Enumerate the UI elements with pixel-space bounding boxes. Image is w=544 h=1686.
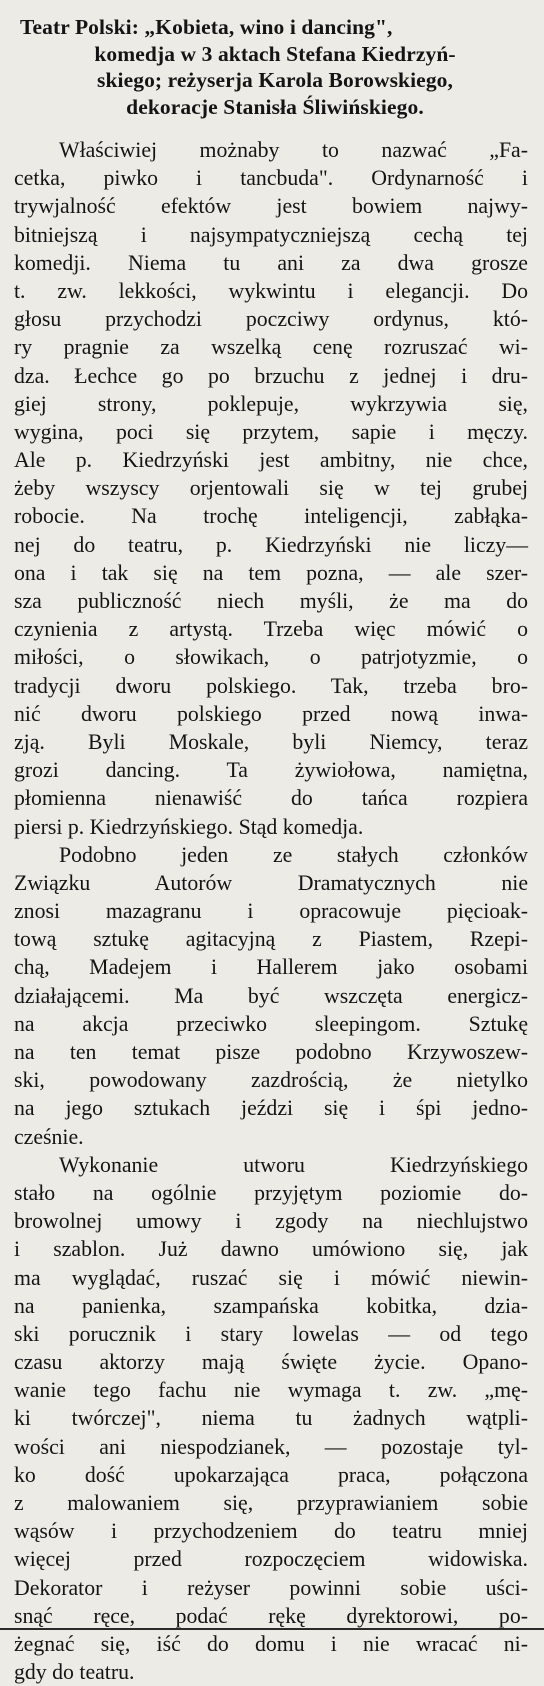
text-line: Właściwiej możnaby to nazwać „Fa- [59, 138, 528, 162]
text-line: bitniejszą i najsympatyczniejszą cechą tej [14, 222, 528, 247]
text-line: tową sztukę agitacyjną z Piastem, Rzepi- [14, 927, 528, 952]
text-line: ski porucznik i stary lowelas — od tego [14, 1321, 528, 1346]
text-line: żegnać się, iść do domu i nie wracać ni- [14, 1631, 528, 1656]
text-line: czynienia z artystą. Trzeba więc mówić o [14, 617, 528, 642]
text-line: z malowaniem się, przyprawianiem sobie [14, 1491, 528, 1515]
text-line: stało na ogólnie przyjętym poziomie do- [14, 1180, 528, 1205]
text-line: snąć ręce, podać rękę dyrektorowi, po- [14, 1603, 528, 1628]
header-line: skiego; reżyserja Karola Borowskiego, [96, 68, 453, 92]
header-line: dekoracje Stanisła Śliwińskiego. [126, 94, 424, 119]
text-line: sza publiczność niech myśli, że ma do [14, 589, 528, 613]
text-line: cetka, piwko i tancbuda". Ordynarność i [14, 166, 528, 191]
text-line: żeby wszyscy orjentowali się w tej grubej [14, 476, 528, 501]
text-line: ski, powodowany zazdrością, że nietylko [14, 1068, 528, 1093]
text-line: wości ani niespodzianek, — pozostaje tyl- [14, 1434, 528, 1459]
text-line: ry pragnie za wszelką cenę rozruszać wi- [14, 335, 528, 360]
text-line: Dekorator i reżyser powinni sobie uści- [14, 1575, 528, 1600]
text-line: browolnej umowy i zgody na niechlujstwo [14, 1209, 528, 1234]
text-line: t. zw. lekkości, wykwintu i elegancji. Do [14, 278, 528, 303]
text-line: ki twórczej", niema tu żadnych wątpli- [14, 1406, 528, 1431]
text-line: nić dworu polskiego przed nową inwa- [14, 701, 528, 726]
article-body [14, 136, 528, 1686]
text-line: wygina, poci się przytem, sapie i męczy. [14, 419, 528, 444]
text-line: ona i tak się na tem pozna, — ale szer- [14, 560, 528, 585]
text-line: Podobno jeden ze stałych członków [59, 842, 528, 867]
column-divider [0, 1628, 544, 1630]
text-line: wanie tego fachu nie wymaga t. zw. „mę- [14, 1378, 528, 1403]
text-line: Ale p. Kiedrzyński jest ambitny, nie chce, [14, 448, 528, 473]
paragraph [14, 136, 528, 841]
text-line: giej strony, poklepuje, wykrzywia się, [14, 391, 528, 416]
text-line: dza. Łechce go po brzuchu z jednej i dru- [14, 363, 528, 388]
text-line: trywjalność efektów jest bowiem najwy- [14, 194, 528, 219]
text-line: ma wyglądać, ruszać się i mówić niewin- [14, 1265, 528, 1290]
text-line: na panienka, szampańska kobitka, dzia- [14, 1293, 528, 1318]
text-line: ko dość upokarzająca praca, połączona [14, 1462, 528, 1487]
text-line: komedji. Niema tu ani za dwa grosze [14, 250, 528, 275]
text-line: Związku Autorów Dramatycznych nie [14, 870, 528, 895]
text-line: na ten temat pisze podobno Krzywoszew- [14, 1040, 528, 1064]
text-line: znosi mazagranu i opracowuje pięcioak- [14, 899, 528, 924]
text-line: zją. Byli Moskale, byli Niemcy, teraz [14, 729, 528, 754]
header-line: komedja w 3 aktach Stefana Kiedrzyń- [94, 41, 456, 66]
text-line: tradycji dworu polskiego. Tak, trzeba bro- [14, 673, 528, 698]
paragraph [14, 1151, 528, 1686]
text-line: piersi p. Kiedrzyńskiego. Stąd komedja. [14, 814, 364, 839]
text-line: na jego sztukach jeździ się i śpi jedno- [14, 1096, 528, 1121]
text-line: czasu aktorzy mają święte życie. Opano- [14, 1350, 528, 1375]
text-line: wąsów i przychodzeniem do teatru mniej [14, 1519, 528, 1544]
text-line: i szablon. Już dawno umówiono się, jak [14, 1237, 528, 1262]
paragraph [14, 841, 528, 1151]
review-header [20, 14, 530, 120]
text-line: działającemi. Ma być wszczęta energicz- [14, 983, 528, 1008]
text-line: nej do teatru, p. Kiedrzyński nie liczy— [14, 532, 528, 557]
text-line: Wykonanie utworu Kiedrzyńskiego [59, 1152, 528, 1177]
header-line: Teatr Polski: „Kobieta, wino i dancing", [20, 15, 393, 39]
text-line: więcej przed rozpoczęciem widowiska. [14, 1547, 528, 1572]
text-line: grozi dancing. Ta żywiołowa, namiętna, [14, 758, 528, 783]
text-line: na akcja przeciwko sleepingom. Sztukę [14, 1011, 528, 1036]
text-line: robocie. Na trochę inteligencji, zabłąka- [14, 504, 528, 529]
text-line: głosu przychodzi poczciwy ordynus, któ- [14, 307, 528, 332]
text-line: gdy do teatru. [14, 1660, 135, 1685]
text-line: miłości, o słowikach, o patrjotyzmie, o [14, 645, 528, 670]
text-line: płomienna nienawiść do tańca rozpiera [14, 786, 528, 811]
text-line: cześnie. [14, 1124, 84, 1149]
text-line: chą, Madejem i Hallerem jako osobami [14, 955, 528, 980]
